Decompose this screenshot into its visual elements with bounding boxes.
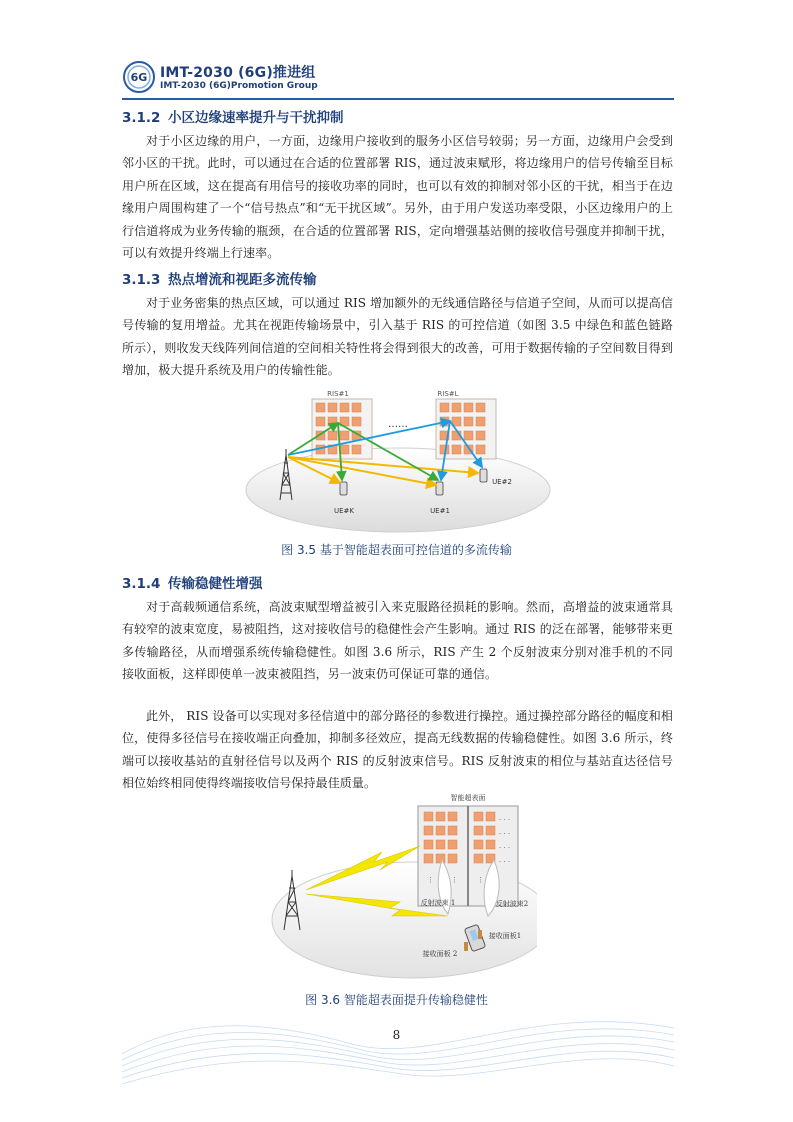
org-name: IMT-2030 (6G)推进组 xyxy=(160,65,316,81)
figure-3-6-robustness-diagram xyxy=(262,790,537,986)
ris-l-label: RIS#L xyxy=(437,390,459,398)
svg-text:⋮: ⋮ xyxy=(477,876,484,884)
panel-1-label: 接收面板1 xyxy=(488,932,522,940)
org-name-en: IMT-2030 (6G)Promotion Group xyxy=(160,81,318,91)
svg-text:· · ·: · · · xyxy=(499,858,511,866)
svg-text:· · ·: · · · xyxy=(499,844,511,852)
section-title: 热点增流和视距多流传输 xyxy=(168,272,317,288)
ellipsis-label: …… xyxy=(388,419,408,430)
ue-k-label: UE#K xyxy=(333,507,355,515)
header-divider xyxy=(122,98,674,100)
logo-text: 6G xyxy=(130,71,148,84)
section-heading-314 xyxy=(122,572,263,592)
surface-label: 智能超表面 xyxy=(450,794,486,802)
section-heading-313 xyxy=(122,268,317,288)
ue-1-label: UE#1 xyxy=(430,507,450,515)
section-title: 小区边缘速率提升与干扰抑制 xyxy=(168,110,344,126)
paragraph: 对于高载频通信系统，高波束赋型增益被引入来克服路径损耗的影响。然而，高增益的波束通常具有较窄的波束宽度，易被阻挡，这对接收信号的稳健性会产生影响。通过 RIS 的泛在部署，能够带来更多传输路径，从而增强系统传输稳健性。如图 3.6 所示，RIS 产生 2 个反射波束分别对准手机的不同接收面板，这样即使单一波束被阻挡，另一波束仍可保证可靠的通信。 xyxy=(122,600,673,682)
intelligent-surface-panel xyxy=(418,806,518,906)
ue-2-label: UE#2 xyxy=(492,478,512,486)
paragraph: 对于小区边缘的用户，一方面，边缘用户接收到的服务小区信号较弱；另一方面，边缘用户会受到邻小区的干扰。此时，可以通过在合适的位置部署 RIS，通过波束赋形，将边缘用户的信号传输至目标用户所在区域，这在提高有用信号的接收功率的同时，也可以有效的抑制对邻小区的干扰，相当于在边缘用户周围构建了一个“信号热点”和“无干扰区域”。另外，由于用户发送功率受限，小区边缘用户的上行信道将成为业务传输的瓶颈，在合适的位置部署 RIS，定向增强基站侧的接收信号强度并抑制干扰，可以有效提升终端上行速率。 xyxy=(122,134,673,261)
figure-3-5-caption: 图 3.5 基于智能超表面可控信道的多流传输 xyxy=(281,543,512,557)
paragraph: 此外， RIS 设备可以实现对多径信道中的部分路径的参数进行操控。通过操控部分路径的幅度和相位，使得多径信号在接收端正向叠加，抑制多径效应，提高无线数据的传输稳健性。如图 3.6 所示，终端可以接收基站的直射径信号以及两个 RIS 的反射波束信号。RIS 反射波束的相位与基站直达径信号相位始终相同使得终端接收信号保持最佳质量。 xyxy=(122,709,673,791)
ground-area xyxy=(246,448,550,532)
panel-2-label: 接收面板 2 xyxy=(422,950,458,958)
figure-3-5-multistream-diagram xyxy=(240,385,556,535)
section-title: 传输稳健性增强 xyxy=(168,576,263,592)
page-number: 8 xyxy=(392,1028,401,1042)
receive-panel-1 xyxy=(478,930,482,939)
receive-panel-2 xyxy=(464,942,468,951)
section-number: 3.1.4 xyxy=(122,576,161,592)
section-heading-312 xyxy=(122,106,344,126)
page-header xyxy=(122,60,674,96)
figure-3-6-caption: 图 3.6 智能超表面提升传输稳健性 xyxy=(305,993,488,1007)
svg-text:· · ·: · · · xyxy=(499,830,511,838)
section-number: 3.1.2 xyxy=(122,110,161,126)
svg-text:· · ·: · · · xyxy=(499,816,511,824)
section-number: 3.1.3 xyxy=(122,272,161,288)
beam-2-label: 反射波束2 xyxy=(495,900,529,908)
ris-1-label: RIS#1 xyxy=(327,390,349,398)
org-logo-icon xyxy=(122,60,156,94)
svg-text:⋮: ⋮ xyxy=(451,876,458,884)
svg-text:⋮: ⋮ xyxy=(427,876,434,884)
beam-1-label: 反射波束 1 xyxy=(420,899,456,907)
paragraph: 对于业务密集的热点区域，可以通过 RIS 增加额外的无线通信路径与信道子空间，从而可以提高信号传输的复用增益。尤其在视距传输场景中，引入基于 RIS 的可控信道（如图 3.5 中绿色和蓝色链路所示），则收发天线阵列间信道的空间相关特性将会得到很大的改善，可用于数据传输的子空间数目得到增加，极大提升系统及用户的传输性能。 xyxy=(122,296,673,378)
